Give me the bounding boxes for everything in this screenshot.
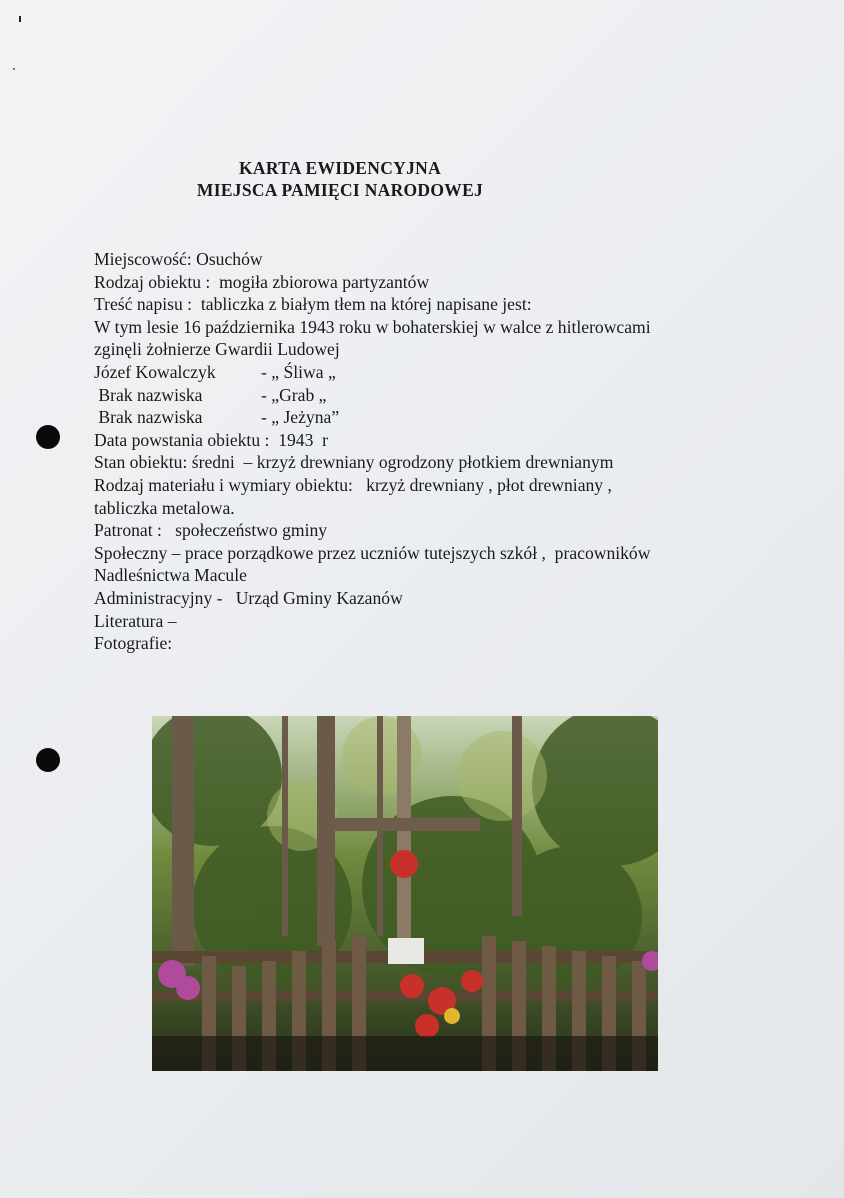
person-name: Józef Kowalczyk bbox=[94, 361, 216, 382]
field-social: Społeczny – prace porządkowe przez uczniów tutejszych szkół , pracowników bbox=[94, 542, 651, 563]
punch-hole bbox=[36, 748, 60, 772]
document-title: KARTA EWIDENCYJNA bbox=[238, 158, 442, 178]
field-literature: Literatura – bbox=[94, 610, 177, 631]
plaque bbox=[388, 938, 424, 964]
person-name: Brak nazwiska bbox=[94, 407, 203, 428]
person-row bbox=[94, 406, 651, 429]
field-social-cont: Nadleśnictwa Macule bbox=[94, 565, 247, 586]
inscription-text: W tym lesie 16 października 1943 roku w bohaterskiej w walce z hitlerowcami bbox=[94, 316, 651, 337]
document-subtitle: MIEJSCA PAMIĘCI NARODOWEJ bbox=[196, 180, 484, 200]
field-condition: Stan obiektu: średni – krzyż drewniany ogrodzony płotkiem drewnianym bbox=[94, 452, 614, 473]
person-alias: - „ Jeżyna” bbox=[261, 407, 340, 428]
field-patron: Patronat : społeczeństwo gminy bbox=[94, 520, 328, 541]
memorial-photo bbox=[152, 716, 658, 1071]
field-material-cont: tabliczka metalowa. bbox=[94, 497, 235, 518]
record-fields bbox=[94, 248, 651, 655]
person-row bbox=[94, 361, 651, 384]
field-administrative: Administracyjny - Urząd Gminy Kazanów bbox=[94, 587, 403, 608]
forest-grave-image bbox=[152, 716, 658, 1071]
field-inscription: Treść napisu : tabliczka z białym tłem na której napisane jest: bbox=[94, 294, 532, 315]
scan-speck bbox=[13, 68, 15, 70]
cross-beam bbox=[334, 818, 480, 831]
field-photos: Fotografie: bbox=[94, 633, 173, 654]
person-row bbox=[94, 384, 651, 407]
scan-speck bbox=[19, 16, 21, 22]
field-location: Miejscowość: Osuchów bbox=[94, 249, 263, 269]
person-alias: - „ Śliwa „ bbox=[261, 361, 336, 382]
inscription-text: zginęli żołnierze Gwardii Ludowej bbox=[94, 339, 340, 360]
person-alias: - „Grab „ bbox=[261, 384, 327, 405]
field-date-created: Data powstania obiektu : 1943 r bbox=[94, 429, 329, 450]
punch-hole bbox=[36, 425, 60, 449]
person-name: Brak nazwiska bbox=[94, 384, 203, 405]
field-object-type: Rodzaj obiektu : mogiła zbiorowa partyzantów bbox=[94, 271, 430, 292]
field-material: Rodzaj materiału i wymiary obiektu: krzyż drewniany , płot drewniany , bbox=[94, 474, 612, 495]
